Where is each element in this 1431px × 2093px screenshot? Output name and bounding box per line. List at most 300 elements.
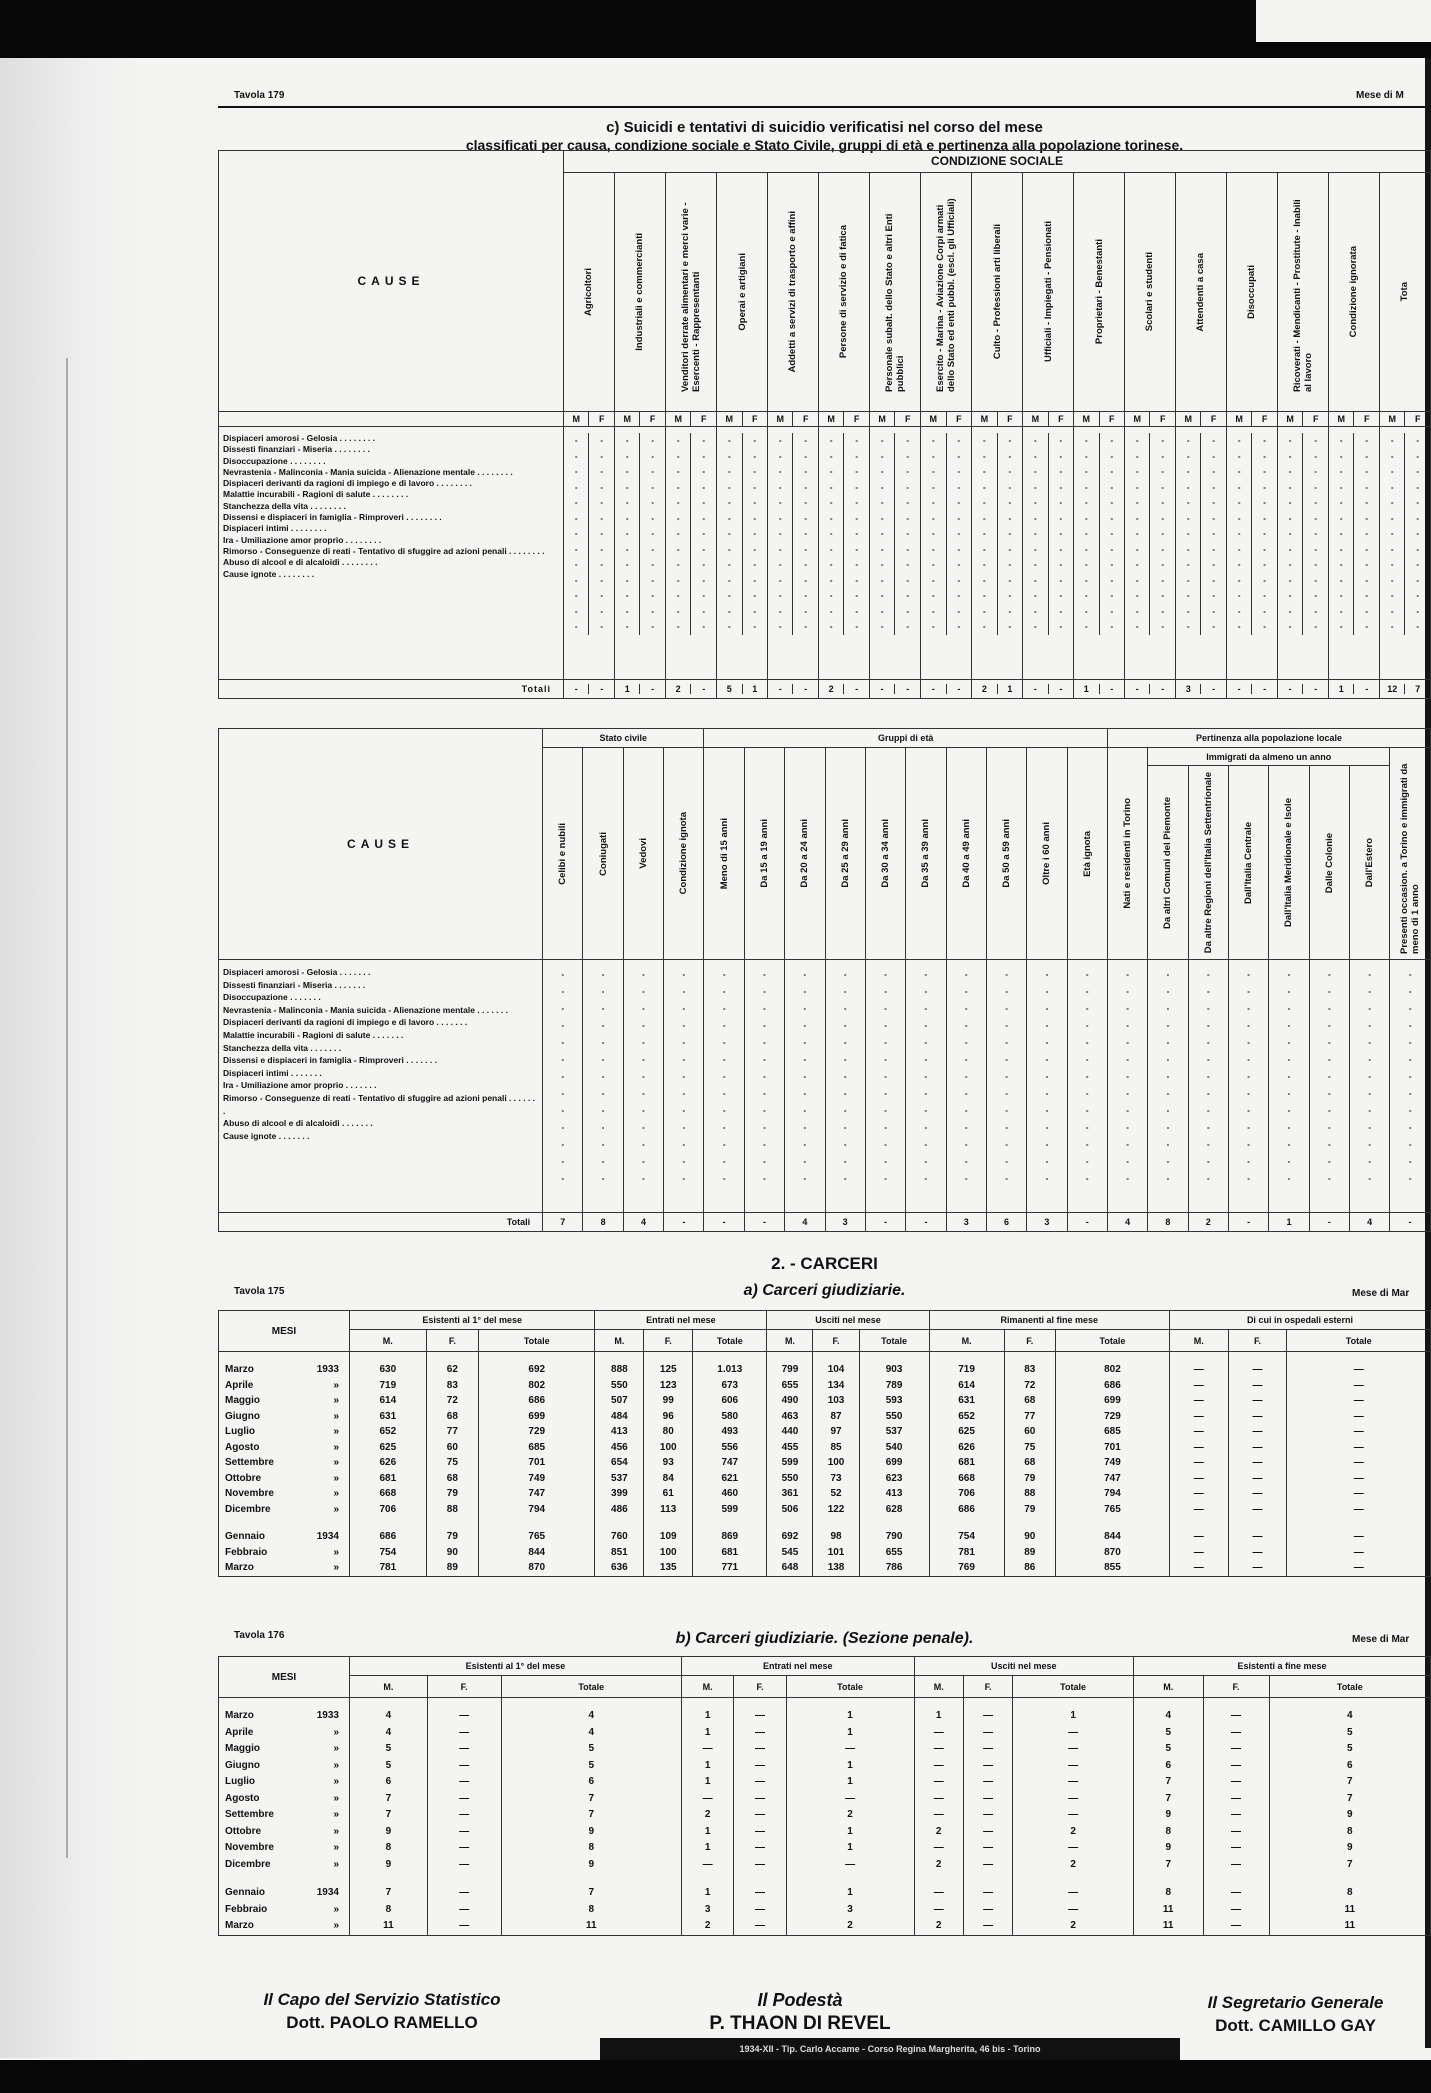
- value-cell: 72: [446, 1395, 458, 1406]
- dash: -: [1247, 1157, 1250, 1166]
- dash: -: [1365, 529, 1369, 538]
- social-col-header: [614, 172, 665, 411]
- mf-f: F: [802, 414, 809, 424]
- dash: -: [829, 436, 833, 445]
- totali-cell: 4: [785, 1213, 825, 1232]
- dash: -: [1034, 482, 1037, 492]
- value-cell: 7: [588, 1792, 595, 1804]
- month-name: Marzo: [225, 1920, 254, 1931]
- civil-col-header: [704, 748, 744, 960]
- social-col-label: Tota: [1399, 282, 1411, 302]
- totali-cell: -: [865, 1213, 905, 1232]
- value-col: [644, 1352, 693, 1577]
- dash: -: [702, 513, 706, 523]
- mf-cell: [614, 412, 665, 427]
- totali-cell: [1074, 680, 1125, 699]
- value-cell: —: [1231, 1809, 1242, 1820]
- dash: -: [1110, 529, 1114, 538]
- value-cell: 77: [446, 1426, 458, 1437]
- value-cell: 729: [528, 1426, 546, 1437]
- dash: -: [1390, 544, 1394, 554]
- dash: -: [1206, 1140, 1210, 1149]
- cause-item: Stanchezza della vita . . . . . . .: [223, 1042, 342, 1053]
- social-col-header: [921, 172, 972, 411]
- dash: -: [1084, 606, 1088, 616]
- civil-col-label: Da 15 a 19 anni: [759, 819, 770, 888]
- data-col: [1349, 960, 1389, 1213]
- dash: -: [983, 436, 986, 445]
- dash: -: [1416, 575, 1420, 585]
- dash: -: [1166, 987, 1170, 996]
- value-cell: 100: [659, 1546, 677, 1558]
- value-cell: 75: [446, 1457, 458, 1468]
- dash: -: [600, 498, 604, 507]
- value-cell: 2: [935, 1825, 942, 1837]
- value-cell: —: [1252, 1472, 1263, 1484]
- totali-cell: [1023, 680, 1074, 699]
- dash: -: [964, 987, 968, 996]
- mf-cell: [972, 412, 1023, 427]
- value-cell: 6: [588, 1776, 595, 1787]
- dash: -: [1186, 482, 1190, 492]
- dash: -: [1339, 451, 1343, 461]
- value-cell: 2: [704, 1809, 711, 1820]
- dash: -: [804, 606, 808, 616]
- dash: -: [855, 467, 858, 476]
- dash: -: [753, 498, 757, 507]
- dash: -: [727, 482, 731, 492]
- dash: -: [561, 987, 565, 996]
- dash: -: [682, 987, 686, 996]
- value-cell: 2: [704, 1920, 711, 1931]
- mf-f: F: [598, 414, 605, 424]
- value-cell: 2: [1070, 1920, 1076, 1931]
- dash: -: [763, 1106, 766, 1115]
- value-cell: 719: [379, 1379, 397, 1391]
- immigrati-col-header: [1349, 766, 1389, 960]
- dash: -: [1263, 622, 1266, 631]
- social-col-label: Addetti a servizi di trasporto e affini: [787, 211, 799, 373]
- totali-cell: -: [1390, 1213, 1431, 1232]
- dash: -: [702, 606, 706, 616]
- value-cell: 719: [958, 1364, 975, 1375]
- cause-item: Malattie incurabili - Ragioni di salute . . . . . . .: [223, 1029, 404, 1040]
- value-col: [859, 1352, 929, 1577]
- mf-f: F: [1312, 414, 1319, 424]
- civil-col-label: Da 50 a 59 anni: [1001, 819, 1013, 888]
- dash: -: [855, 436, 858, 445]
- dash: -: [1110, 451, 1114, 461]
- month-year: »: [333, 1809, 339, 1820]
- dash: -: [1135, 529, 1139, 538]
- dash: -: [1059, 513, 1063, 523]
- value-col: [786, 1698, 914, 1936]
- dash: -: [931, 498, 935, 507]
- value-cell: 623: [885, 1472, 903, 1484]
- value-cell: 5: [588, 1759, 595, 1771]
- dash: -: [1084, 560, 1088, 569]
- totali-cell: [614, 680, 665, 699]
- sub-header: Totale: [859, 1330, 929, 1352]
- value-cell: 625: [379, 1441, 397, 1453]
- dash: -: [722, 1106, 726, 1115]
- value-cell: —: [1231, 1743, 1242, 1754]
- totali-f: -: [600, 684, 604, 694]
- value-cell: —: [1193, 1546, 1204, 1558]
- mf-m: M: [1176, 412, 1201, 426]
- sub-header: M.: [929, 1330, 1004, 1352]
- dash: -: [753, 513, 757, 523]
- value-cell: 4: [385, 1726, 392, 1738]
- totali-cell: -: [664, 1213, 704, 1232]
- social-col-label: Attendenti a casa: [1195, 252, 1207, 332]
- totali-m: -: [1023, 684, 1048, 694]
- data-col: [704, 960, 744, 1213]
- mf-cell: [1023, 412, 1074, 427]
- value-cell: 104: [827, 1364, 845, 1375]
- month-row: [219, 1791, 349, 1808]
- dash: -: [682, 1055, 686, 1064]
- month-name: Agosto: [225, 1441, 260, 1453]
- dash: -: [651, 451, 655, 461]
- dash: -: [1288, 575, 1292, 585]
- dash: -: [1110, 513, 1114, 523]
- immigrati-col-header: [1148, 766, 1188, 960]
- dash: -: [1034, 606, 1037, 616]
- sub-header: M.: [595, 1330, 644, 1352]
- dash: -: [884, 1174, 887, 1183]
- value-cell: 493: [721, 1426, 739, 1437]
- mf-f: F: [956, 414, 962, 424]
- dash: -: [924, 1089, 928, 1098]
- value-cell: 701: [528, 1457, 546, 1468]
- dash: -: [763, 1123, 766, 1132]
- cause-item: Disoccupazione . . . . . . .: [223, 992, 321, 1003]
- dash: -: [880, 436, 884, 445]
- months-col: [219, 1698, 350, 1936]
- social-col-header: [1023, 172, 1074, 411]
- scan-top-border: [0, 0, 1431, 58]
- dash: -: [1288, 544, 1292, 554]
- value-cell: 9: [385, 1825, 392, 1837]
- mf-cell: [1277, 412, 1328, 427]
- value-cell: —: [1353, 1441, 1364, 1453]
- dash: -: [1212, 513, 1216, 523]
- dash: -: [600, 529, 604, 538]
- tavola-label: Tavola 179: [234, 90, 285, 101]
- value-cell: 7: [385, 1887, 392, 1898]
- dash: -: [803, 987, 807, 996]
- value-cell: —: [754, 1743, 765, 1754]
- dash: -: [642, 970, 645, 979]
- cause-item: Dissensi e dispiaceri in famiglia - Rimproveri . . . . . . .: [223, 1055, 437, 1066]
- social-col-label: Ufficiali - Impiegati - Pensionati: [1042, 221, 1054, 363]
- dash-col: [1278, 433, 1304, 635]
- dash: -: [1263, 513, 1266, 523]
- value-col: [1287, 1352, 1431, 1577]
- civil-col-label: Da 30 a 34 anni: [880, 819, 892, 888]
- dash: -: [682, 1021, 686, 1030]
- dash: -: [906, 591, 910, 600]
- value-cell: 631: [958, 1395, 975, 1406]
- data-col: [921, 427, 972, 680]
- dash: -: [1110, 606, 1114, 616]
- sub-header: F.: [644, 1330, 693, 1352]
- dash: -: [1365, 544, 1369, 554]
- civil-col-label: Da 40 a 49 anni: [960, 819, 972, 888]
- totali-cell: 8: [583, 1213, 623, 1232]
- data-col: [825, 960, 865, 1213]
- dash: -: [1084, 513, 1088, 523]
- dash: -: [1416, 591, 1420, 600]
- civil-col-header: [1107, 748, 1147, 960]
- mf-cell: [1328, 412, 1379, 427]
- value-cell: 1: [847, 1710, 853, 1721]
- dash: -: [1314, 591, 1318, 600]
- dash: -: [1408, 1174, 1412, 1183]
- month-year: »: [333, 1842, 339, 1853]
- dash: -: [884, 1157, 887, 1166]
- value-cell: —: [845, 1743, 856, 1754]
- dash: -: [1416, 622, 1420, 631]
- value-cell: 11: [383, 1920, 394, 1931]
- dash-col: [819, 433, 844, 635]
- dash: -: [1005, 1174, 1008, 1183]
- dash: -: [1327, 1021, 1331, 1030]
- value-cell: 790: [885, 1531, 903, 1542]
- value-cell: 4: [385, 1710, 392, 1721]
- value-cell: —: [1193, 1426, 1204, 1437]
- dash: -: [884, 1123, 887, 1132]
- dash: -: [1059, 451, 1063, 461]
- value-cell: 87: [830, 1410, 842, 1422]
- mf-m: M: [819, 412, 844, 426]
- dash: -: [1408, 1021, 1412, 1030]
- dash: -: [727, 529, 731, 538]
- dash: -: [1263, 451, 1266, 461]
- dash: -: [1237, 451, 1241, 461]
- dash: -: [1135, 575, 1139, 585]
- social-col-label: Esercito - Marina - Aviazione Corpi armati dello Stato ed enti pubbl. (escl. gli Ufficiali): [935, 198, 958, 392]
- dash: -: [561, 970, 565, 979]
- month-row: [219, 1455, 349, 1471]
- dash: -: [957, 482, 961, 492]
- value-cell: —: [702, 1792, 713, 1804]
- value-cell: —: [459, 1825, 470, 1837]
- dash: -: [1005, 1055, 1008, 1064]
- dash: -: [1085, 1106, 1089, 1115]
- dash: -: [1206, 1123, 1210, 1132]
- mf-f: F: [1261, 414, 1268, 424]
- dash: -: [1085, 1004, 1089, 1013]
- value-cell: —: [754, 1825, 765, 1837]
- dash: -: [884, 1021, 887, 1030]
- data-col: [543, 960, 583, 1213]
- mf-f: F: [752, 414, 758, 424]
- month-name: Giugno: [225, 1759, 260, 1771]
- dash: -: [855, 606, 858, 616]
- cause-item: Abuso di alcool e di alcaloidi . . . . . . .: [223, 1118, 373, 1129]
- dash: -: [1085, 1123, 1089, 1132]
- social-col-label: Disoccupati: [1246, 264, 1258, 319]
- dash: -: [676, 575, 680, 585]
- dash: -: [574, 544, 578, 554]
- value-cell: 77: [1024, 1410, 1036, 1422]
- civil-col-header: [583, 748, 623, 960]
- value-cell: 870: [1104, 1546, 1121, 1558]
- value-cell: 1: [847, 1776, 853, 1787]
- month-row: [219, 1471, 349, 1487]
- data-col: [767, 427, 818, 680]
- dash: -: [1166, 1038, 1170, 1047]
- dash: -: [1110, 498, 1114, 507]
- totali-m: -: [1125, 684, 1150, 694]
- totali-cell: [564, 680, 615, 699]
- table-civil: [218, 728, 1431, 1232]
- totali-f: -: [1365, 684, 1369, 694]
- value-cell: 655: [781, 1379, 799, 1391]
- dash: -: [702, 482, 706, 492]
- dash: -: [1059, 575, 1063, 585]
- value-cell: —: [459, 1710, 470, 1721]
- value-cell: 794: [528, 1503, 546, 1515]
- value-cell: 699: [528, 1410, 546, 1422]
- dash: -: [906, 513, 910, 523]
- civil-col-header: [1067, 748, 1107, 960]
- dash: -: [1045, 1123, 1049, 1132]
- dash: -: [1045, 1004, 1049, 1013]
- value-cell: 593: [885, 1395, 903, 1406]
- month-name: Novembre: [225, 1488, 274, 1499]
- dash: -: [1059, 591, 1063, 600]
- data-col: [1027, 960, 1067, 1213]
- dash: -: [601, 1055, 605, 1064]
- value-cell: —: [754, 1726, 765, 1738]
- dash: -: [676, 498, 680, 507]
- value-cell: —: [1252, 1441, 1263, 1453]
- dash: -: [804, 560, 808, 569]
- totali-m: 3: [1176, 684, 1201, 694]
- value-cell: 11: [1162, 1903, 1174, 1915]
- value-cell: —: [702, 1858, 713, 1870]
- value-cell: 399: [611, 1488, 628, 1499]
- totali-m: -: [1227, 684, 1252, 694]
- dash: -: [1408, 1157, 1412, 1166]
- dash: -: [983, 529, 986, 538]
- value-cell: —: [933, 1726, 944, 1738]
- totali-cell: 4: [1349, 1213, 1389, 1232]
- mf-m: M: [1074, 412, 1099, 426]
- sub-header: Totale: [1287, 1330, 1431, 1352]
- value-cell: —: [933, 1903, 944, 1915]
- value-cell: 802: [528, 1379, 546, 1391]
- dash: -: [931, 575, 935, 585]
- value-cell: 506: [781, 1503, 799, 1515]
- dash: -: [1327, 1038, 1331, 1047]
- value-cell: —: [933, 1743, 944, 1754]
- sub-header: Totale: [501, 1676, 681, 1698]
- value-col: [681, 1698, 733, 1936]
- dash: -: [1034, 622, 1037, 631]
- dash: -: [843, 1174, 847, 1183]
- dash: -: [642, 1055, 645, 1064]
- value-cell: 550: [781, 1472, 799, 1484]
- value-cell: 6: [385, 1776, 392, 1787]
- month-year: »: [333, 1792, 339, 1804]
- tavola176-label: Tavola 176: [234, 1630, 285, 1641]
- dash: -: [1034, 529, 1037, 538]
- dash: -: [1339, 482, 1343, 492]
- value-cell: 4: [588, 1710, 595, 1721]
- month-row: [219, 1393, 349, 1409]
- dash: -: [1390, 498, 1394, 507]
- mf-cell: [818, 412, 869, 427]
- dash-col: [1023, 433, 1048, 635]
- value-cell: 5: [1347, 1726, 1353, 1738]
- totali-m: -: [768, 684, 793, 694]
- dash: -: [1247, 1004, 1250, 1013]
- civil-col-header: [1390, 748, 1431, 960]
- dash: -: [702, 544, 706, 554]
- dash: -: [1416, 544, 1420, 554]
- social-col-header: [972, 172, 1023, 411]
- dash: -: [1247, 970, 1250, 979]
- dash: -: [682, 1140, 686, 1149]
- group-header: Usciti nel mese: [767, 1311, 929, 1330]
- totali-cell: 3: [946, 1213, 986, 1232]
- value-cell: —: [1193, 1395, 1204, 1406]
- dash: -: [1212, 498, 1216, 507]
- dash: -: [1126, 1123, 1129, 1132]
- dash: -: [1135, 560, 1139, 569]
- cause-item: Dissesti finanziari - Miseria . . . . . . .: [223, 979, 366, 990]
- dash: -: [642, 987, 645, 996]
- totali-f: -: [1314, 684, 1318, 694]
- dash: -: [964, 970, 968, 979]
- value-col: [1269, 1698, 1430, 1936]
- dash: -: [1408, 1004, 1412, 1013]
- dash-col: [895, 433, 920, 635]
- dash: -: [1161, 560, 1165, 569]
- mf-cell: [1379, 412, 1430, 427]
- dash: -: [1237, 560, 1241, 569]
- dash: -: [880, 622, 884, 631]
- month-name: Febbraio: [225, 1903, 268, 1915]
- dash: -: [957, 436, 961, 445]
- value-cell: 101: [827, 1546, 845, 1558]
- dash: -: [1368, 1055, 1371, 1064]
- dash: -: [924, 1038, 928, 1047]
- value-cell: 125: [659, 1364, 677, 1375]
- mf-m: M: [1227, 412, 1252, 426]
- sub-header: Totale: [1055, 1330, 1169, 1352]
- value-cell: 771: [721, 1562, 739, 1573]
- dash: -: [722, 1055, 726, 1064]
- footer-center-name: P. THAON DI REVEL: [709, 2013, 891, 2034]
- civil-col-label: Oltre i 60 anni: [1041, 822, 1053, 885]
- value-cell: 79: [446, 1488, 458, 1499]
- mf-m: M: [1329, 412, 1354, 426]
- dash: -: [843, 970, 847, 979]
- dash: -: [722, 1072, 726, 1081]
- dash: -: [642, 1174, 645, 1183]
- value-cell: 5: [385, 1759, 392, 1771]
- value-cell: 749: [1104, 1457, 1121, 1468]
- dash: -: [1126, 1089, 1129, 1098]
- dash: -: [829, 467, 833, 476]
- dash: -: [763, 987, 766, 996]
- dash: -: [1161, 436, 1165, 445]
